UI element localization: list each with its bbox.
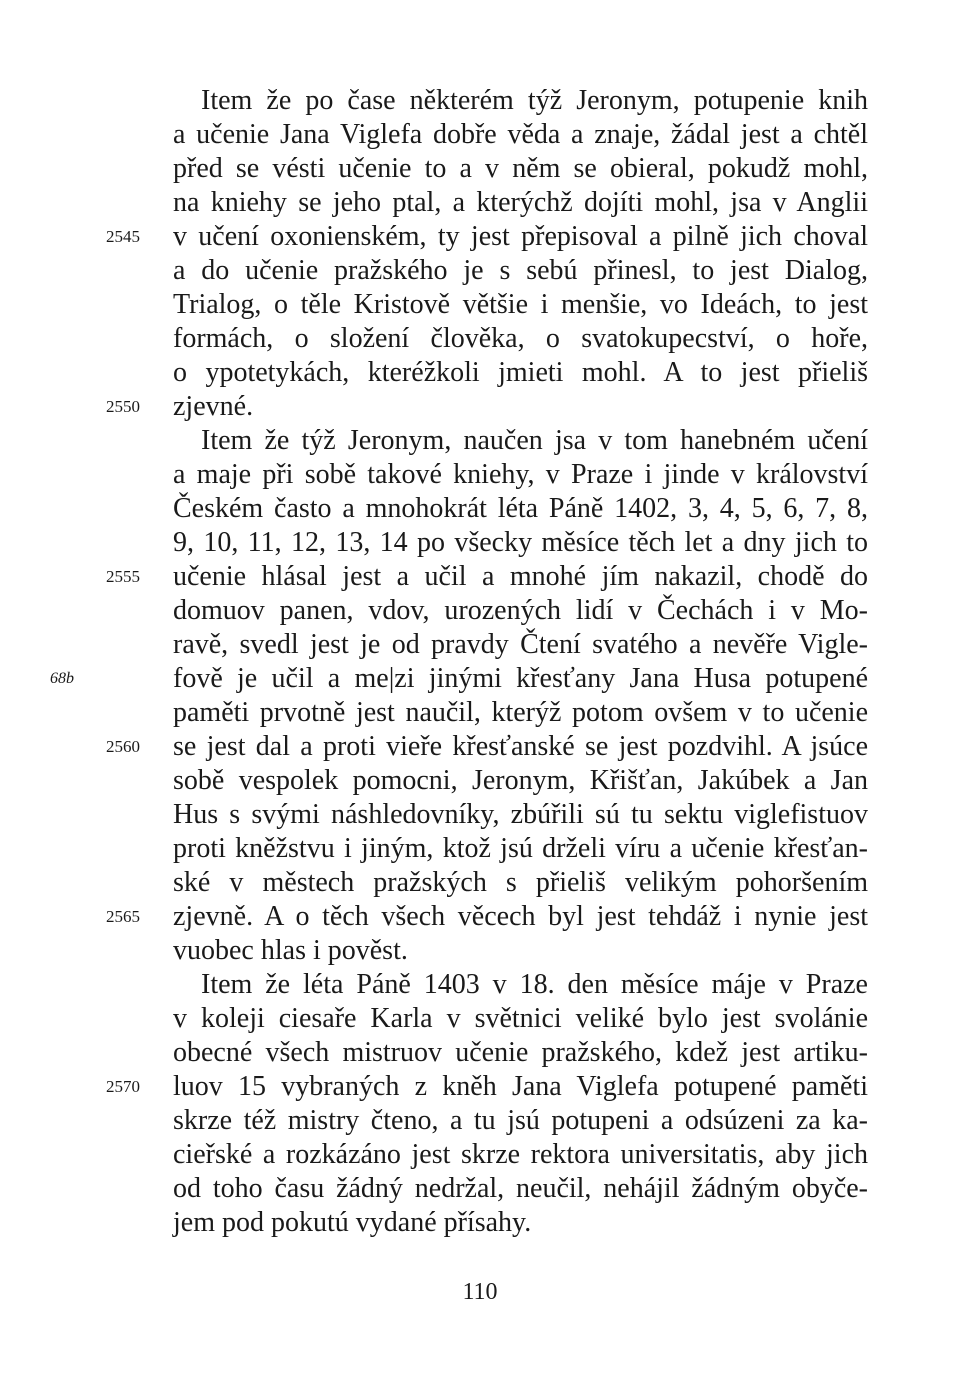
text-line: Trialog, o těle Kristově většie i menšie, vo Ideách, to jest (173, 289, 868, 320)
text-line: a maje při sobě takové kniehy, v Praze i jinde v království (173, 459, 868, 490)
text-line: Hus s svými náshledovníky, zbúřili sú tu sektu viglefistuov (173, 799, 868, 830)
text-line: skrze též mistry čteno, a tu jsú potupeni a odsúzeni za ka- (173, 1105, 868, 1136)
text-line: a učenie Jana Viglefa dobře věda a znaje, žádal jest a chtěl (173, 119, 868, 150)
text-line: se jest dal a proti vieře křesťanské se jest pozdvihl. A jsúce (173, 731, 868, 762)
text-line: v koleji ciesaře Karla v světnici veliké bylo jest svolánie (173, 1003, 868, 1034)
text-line: ské v městech pražských s přieliš velikým pohoršením (173, 867, 868, 898)
text-line: cieřské a rozkázáno jest skrze rektora universitatis, aby jich (173, 1139, 868, 1170)
text-line: od toho času žádný nedržal, neučil, nehájil žádným obyče- (173, 1173, 868, 1204)
page-number: 110 (462, 1279, 498, 1305)
text-line: paměti prvotně jest naučil, kterýž potom ovšem v to učenie (173, 697, 868, 728)
text-line: vuobec hlas i pověst. (173, 935, 408, 966)
text-line: učenie hlásal jest a učil a mnohé jím nakazil, chodě do (173, 561, 868, 592)
text-line: formách, o složení člověka, o svatokupecství, o hoře, (173, 323, 868, 354)
text-line: proti kněžstvu i jiným, ktož jsú drželi víru a učenie křesťan- (173, 833, 868, 864)
text-line: na kniehy se jeho ptal, a kterýchž dojíti mohl, jsa v Anglii (173, 187, 868, 218)
text-line: Item že léta Páně 1403 v 18. den měsíce máje v Praze (201, 969, 868, 1000)
text-line: ravě, svedl jest je od pravdy Čtení svatého a nevěře Vigle- (173, 629, 868, 660)
text-line: Českém často a mnohokrát léta Páně 1402, 3, 4, 5, 6, 7, 8, (173, 493, 868, 524)
text-line: o ypotetykách, kteréžkoli jmieti mohl. A to jest přieliš (173, 357, 868, 388)
folio-marker: 68b (50, 670, 74, 687)
line-number: 2565 (106, 907, 140, 926)
text-line: zjevně. A o těch všech věcech byl jest tehdáž i nynie jest (173, 901, 868, 932)
text-line: zjevné. (173, 391, 254, 422)
text-line: fově je učil a me|zi jinými křesťany Jana Husa potupené (173, 663, 868, 694)
line-number: 2560 (106, 737, 140, 756)
text-line: Item že týž Jeronym, naučen jsa v tom hanebném učení (201, 425, 868, 456)
text-line: před se vésti učenie to a v něm se obieral, pokudž mohl, (173, 153, 868, 184)
text-line: v učení oxonienském, ty jest přepisoval a pilně jich choval (173, 221, 868, 252)
text-line: luov 15 vybraných z kněh Jana Viglefa potupené paměti (173, 1071, 868, 1102)
line-number: 2570 (106, 1077, 140, 1096)
line-number: 2555 (106, 567, 140, 586)
text-line: 9, 10, 11, 12, 13, 14 po všecky měsíce těch let a dny jich to (173, 527, 868, 558)
text-line: domuov panen, vdov, urozených lidí v Čechách i v Mo- (173, 595, 868, 626)
line-number: 2550 (106, 397, 140, 416)
text-line: obecné všech mistruov učenie pražského, kdež jest artiku- (173, 1037, 868, 1068)
text-line: a do učenie pražského je s sebú přinesl, to jest Dialog, (173, 255, 868, 286)
text-line: jem pod pokutú vydané přísahy. (173, 1207, 532, 1238)
text-line: Item že po čase některém týž Jeronym, potupenie knih (201, 85, 868, 116)
text-line: sobě vespolek pomocni, Jeronym, Křišťan, Jakúbek a Jan (173, 765, 868, 796)
line-number: 2545 (106, 227, 140, 246)
